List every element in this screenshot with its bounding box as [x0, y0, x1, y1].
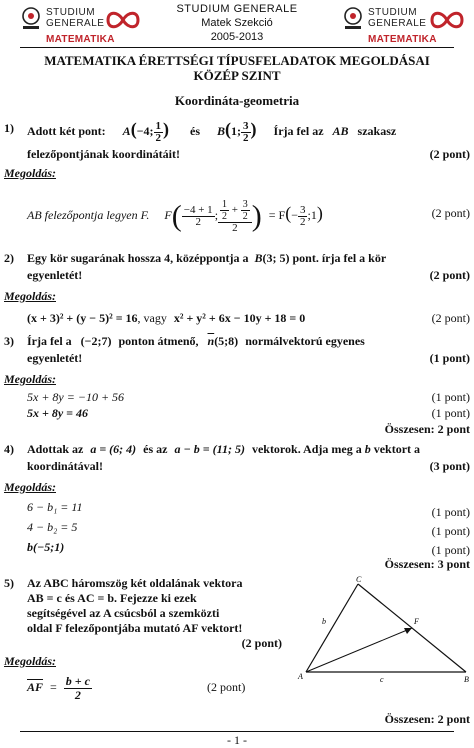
q2-number: 2) — [4, 251, 14, 265]
q4-points: (3 pont) — [429, 459, 470, 473]
topic-heading: Koordináta-geometria — [174, 93, 300, 108]
q3-step2: 5x + 8y = 46 — [27, 406, 89, 420]
q2-line1: Egy kör sugarának hossza 4, középpontja a B(3; 5) pont. írja fel a kör — [27, 251, 387, 265]
q1-text: Adott két pont: A(−4; $\frac{1}{2}$ ) és B(1; $\frac{3}{2}$ ) Írja fel az AB szakasz — [27, 119, 397, 144]
q1-solution-label: Megoldás: — [4, 166, 56, 180]
page-number: - 1 - — [227, 733, 247, 747]
logo-left-sub: MATEMATIKA — [46, 34, 115, 45]
q5-points: (2 pont) — [241, 636, 282, 650]
vertex-a-label: A — [298, 672, 303, 681]
logo-right-sub: MATEMATIKA — [368, 34, 437, 45]
infinity-icon — [428, 8, 466, 32]
q1-solution: AB felezőpontja legyen F. F( $\frac{-4 + 1}{2}$ ; $\frac{1}{2}$ + $\frac{3}{2}$ 2 ) = F(− $\frac{3}{2}$ ;1) — [27, 198, 323, 234]
q3-line1: Írja fel a (−2;7) ponton átmenő, $\overline{n}(5;8)$ normálvektorú egyenes — [27, 334, 365, 348]
logo-left-line2: GENERALE — [46, 18, 105, 29]
vertex-b-label: B — [464, 675, 469, 684]
vertex-c-label: C — [356, 575, 362, 584]
center-title: STUDIUM GENERALE — [176, 3, 298, 15]
q1-line2: felezőpontjának koordinátáit! — [27, 147, 180, 161]
logo-right-line1: STUDIUM — [368, 7, 418, 18]
q4-line1: Adottak az a = (6; 4) és az a − b = (11; 5) vektorok. Adja meg a b vektort a — [27, 442, 421, 456]
q4-step1-points: (1 pont) — [431, 505, 470, 519]
q1-solution-points: (2 pont) — [431, 206, 470, 220]
side-ac — [306, 584, 358, 672]
logo-right — [342, 6, 466, 46]
point-f-label: F — [414, 617, 419, 626]
q4-number: 4) — [4, 442, 14, 456]
q1-number: 1) — [4, 121, 14, 135]
infinity-icon — [104, 8, 142, 32]
q5-solution: $\overline{AF}$ = $\frac{b + c}{2}$ — [27, 673, 90, 702]
q4-solution-label: Megoldás: — [4, 480, 56, 494]
q3-total: Összesen: 2 pont — [384, 422, 470, 436]
q4-step1: 6 − b₁ = 11 — [27, 500, 83, 514]
q5-line3: segítségével az A csúcsból a szemközti — [27, 606, 220, 620]
doc-title-line2: KÖZÉP SZINT — [193, 68, 281, 83]
q4-total: Összesen: 3 pont — [384, 557, 470, 571]
center-sub: Matek Szekció — [201, 17, 273, 29]
sg-emblem-icon — [342, 6, 364, 32]
q4-step3: b(−5;1) — [27, 540, 65, 554]
logo-left — [20, 6, 140, 46]
logo-left-line1: STUDIUM — [46, 7, 96, 18]
vector-b-label: b — [322, 617, 326, 626]
triangle-figure — [296, 572, 472, 684]
header-divider — [20, 47, 454, 48]
vector-c-label: c — [380, 675, 384, 684]
q3-solution-label: Megoldás: — [4, 372, 56, 386]
q2-line2: egyenletét! — [27, 268, 83, 282]
q2-solution-points: (2 pont) — [431, 311, 470, 325]
q3-step1-points: (1 pont) — [431, 390, 470, 404]
q4-step3-points: (1 pont) — [431, 543, 470, 557]
q3-line2: egyenletét! — [27, 351, 83, 365]
q4-line2: koordinátával! — [27, 459, 104, 473]
q4-step2: 4 − b₂ = 5 — [27, 520, 78, 534]
median-af — [306, 628, 412, 672]
q2-points: (2 pont) — [429, 268, 470, 282]
q5-line4: oldal F felezőpontjába mutató AF vektort! — [27, 621, 243, 635]
q5-line1: Az ABC háromszög két oldalának vektora — [27, 576, 243, 590]
q5-solution-label: Megoldás: — [4, 654, 56, 668]
q2-solution: (x + 3)² + (y − 5)² = 16, vagy x² + y² + 6x − 10y + 18 = 0 — [27, 311, 306, 325]
center-years: 2005-2013 — [210, 31, 264, 43]
q5-line2: AB = c és AC = b. Fejezze ki ezek — [27, 591, 197, 605]
doc-title-line1: MATEMATIKA ÉRETTSÉGI TÍPUSFELADATOK MEGOLDÁSAI — [44, 53, 430, 68]
q3-step2-points: (1 pont) — [431, 406, 470, 420]
q5-number: 5) — [4, 576, 14, 590]
q5-solution-points: (2 pont) — [207, 680, 246, 694]
q2-solution-label: Megoldás: — [4, 289, 56, 303]
q3-points: (1 pont) — [429, 351, 470, 365]
q4-step2-points: (1 pont) — [431, 524, 470, 538]
logo-right-line2: GENERALE — [368, 18, 427, 29]
q3-step1: 5x + 8y = −10 + 56 — [27, 390, 125, 404]
q3-number: 3) — [4, 334, 14, 348]
q1-points: (2 pont) — [429, 147, 470, 161]
sg-emblem-icon — [20, 6, 42, 32]
q5-total: Összesen: 2 pont — [384, 712, 470, 726]
footer-divider — [20, 731, 454, 732]
